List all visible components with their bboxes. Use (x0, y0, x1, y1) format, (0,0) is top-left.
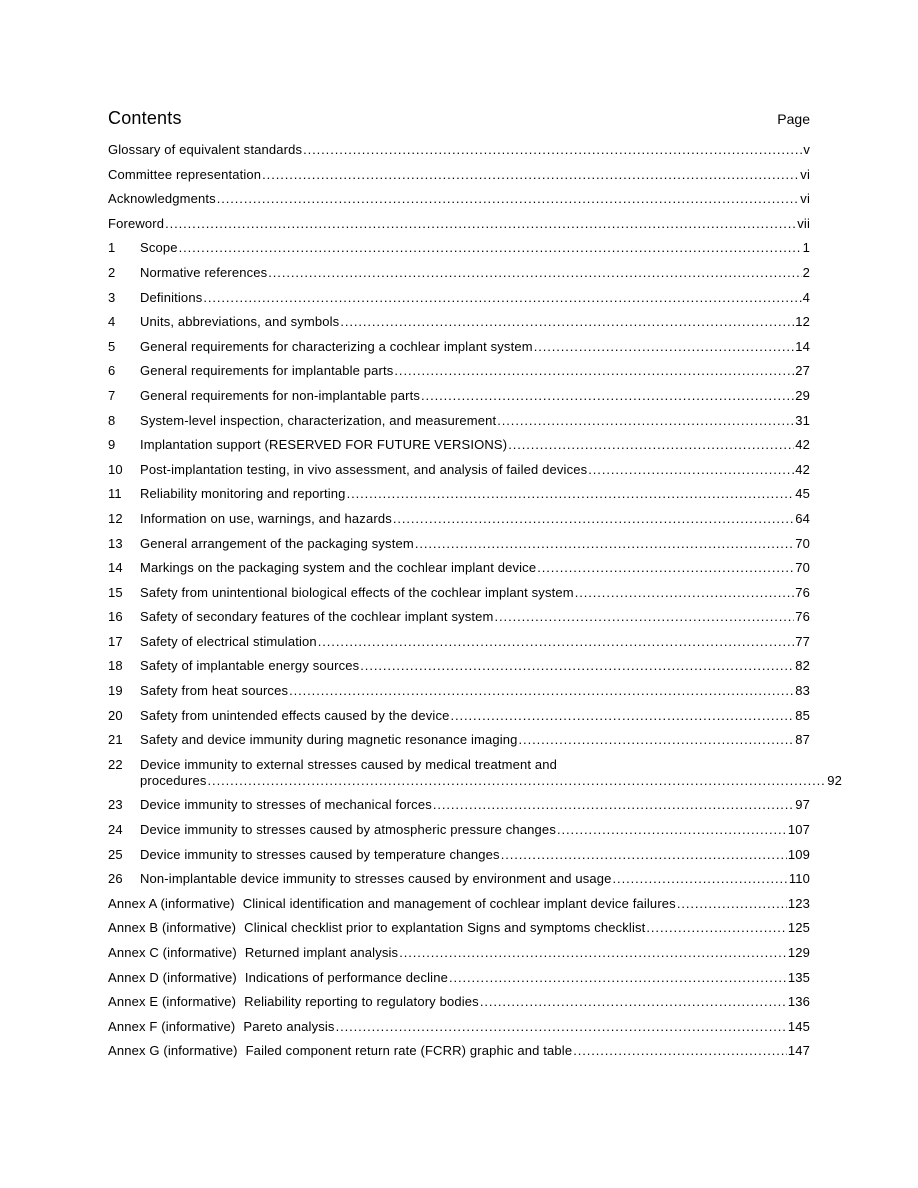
toc-page-number: 14 (795, 338, 810, 354)
table-of-contents (108, 142, 842, 1059)
annex-prefix: Annex A (informative) (108, 895, 235, 911)
toc-page-number: 92 (827, 772, 842, 788)
leader-dots (421, 388, 794, 404)
toc-label: Safety from unintended effects caused by the device (140, 707, 450, 723)
toc-label: Information on use, warnings, and hazards (140, 510, 392, 526)
toc-entry[interactable] (108, 847, 810, 863)
leader-dots (340, 314, 794, 330)
leader-dots (262, 167, 799, 183)
toc-page-number: 12 (795, 314, 810, 330)
toc-entry[interactable] (108, 167, 810, 183)
toc-page-number: 29 (795, 387, 810, 403)
toc-label: Committee representation (108, 166, 262, 182)
section-number: 25 (108, 846, 123, 862)
leader-dots (336, 1019, 787, 1035)
toc-label: General requirements for non-implantable parts (140, 387, 421, 403)
toc-entry-annex[interactable] (108, 920, 810, 936)
toc-label: Safety of secondary features of the cochlear implant system (140, 609, 494, 625)
section-number: 21 (108, 732, 123, 748)
section-number: 18 (108, 658, 123, 674)
leader-dots (217, 191, 800, 207)
leader-dots (415, 536, 794, 552)
section-number: 2 (108, 264, 116, 280)
section-number: 8 (108, 412, 116, 428)
toc-entry[interactable] (108, 732, 810, 748)
toc-entry[interactable] (108, 437, 810, 453)
toc-page-number: 145 (787, 1018, 810, 1034)
toc-label: Safety of electrical stimulation (140, 633, 317, 649)
toc-entry[interactable] (108, 486, 810, 502)
toc-page-number: vi (800, 166, 810, 182)
toc-label: Returned implant analysis (244, 945, 399, 960)
section-number: 22 (108, 756, 123, 772)
toc-page-number: 42 (795, 461, 810, 477)
toc-entry[interactable] (108, 634, 810, 650)
toc-page-number: 147 (787, 1043, 810, 1059)
toc-entry[interactable] (108, 585, 810, 601)
toc-entry[interactable] (108, 339, 810, 355)
leader-dots (433, 797, 794, 813)
leader-dots (303, 142, 802, 158)
page-column-label: Page (777, 111, 810, 127)
toc-entry[interactable] (108, 363, 810, 379)
toc-label: Units, abbreviations, and symbols (140, 314, 340, 330)
section-number: 12 (108, 510, 123, 526)
section-number: 13 (108, 535, 123, 551)
toc-entry-annex[interactable] (108, 1043, 810, 1059)
toc-entry[interactable] (108, 536, 810, 552)
toc-page-number: 27 (795, 363, 810, 379)
toc-label: Safety from unintentional biological effects of the cochlear implant system (140, 584, 574, 600)
section-number: 5 (108, 338, 116, 354)
section-number: 17 (108, 633, 123, 649)
toc-label: Definitions (140, 289, 203, 305)
toc-entry-annex[interactable] (108, 994, 810, 1010)
toc-entry[interactable] (108, 683, 810, 699)
toc-entry[interactable] (108, 609, 810, 625)
toc-page-number: 77 (795, 633, 810, 649)
leader-dots (449, 970, 787, 986)
leader-dots (537, 560, 794, 576)
toc-page-number: 31 (795, 412, 810, 428)
toc-label: Safety and device immunity during magnetic resonance imaging (140, 732, 518, 748)
toc-page-number: 4 (802, 289, 810, 305)
toc-page-number: 2 (802, 264, 810, 280)
leader-dots (573, 1043, 787, 1059)
toc-entry-annex[interactable] (108, 970, 810, 986)
leader-dots (646, 920, 786, 936)
section-number: 24 (108, 822, 123, 838)
contents-header (108, 108, 810, 138)
section-number: 9 (108, 437, 116, 453)
toc-page-number: 1 (802, 240, 810, 256)
toc-page-number: 97 (795, 797, 810, 813)
leader-dots (519, 732, 795, 748)
section-number: 7 (108, 387, 116, 403)
toc-label-line2: procedures (140, 772, 207, 788)
toc-entry[interactable] (108, 708, 810, 724)
annex-prefix: Annex F (informative) (108, 1018, 236, 1034)
toc-entry-annex[interactable] (108, 1019, 810, 1035)
toc-entry[interactable] (108, 142, 810, 158)
toc-page-number: 76 (795, 584, 810, 600)
toc-entry[interactable] (108, 756, 842, 789)
section-number: 23 (108, 797, 123, 813)
section-number: 14 (108, 560, 123, 576)
toc-page-number: vi (800, 191, 810, 207)
toc-label: Scope (140, 240, 178, 256)
leader-dots (575, 585, 795, 601)
section-number: 1 (108, 240, 116, 256)
toc-page-number: 76 (795, 609, 810, 625)
toc-page-number: 129 (787, 945, 810, 960)
leader-dots (203, 290, 801, 306)
annex-prefix: Annex D (informative) (108, 969, 237, 985)
toc-label-line2-row (140, 773, 842, 789)
leader-dots (497, 413, 794, 429)
toc-page-number: 42 (795, 437, 810, 453)
toc-page-number: v (803, 142, 810, 157)
leader-dots (394, 363, 794, 379)
toc-entry[interactable] (108, 314, 810, 330)
leader-dots (495, 609, 795, 625)
toc-page-number: 85 (795, 707, 810, 723)
toc-label: General requirements for characterizing a cochlear implant system (140, 338, 533, 354)
leader-dots (268, 265, 801, 281)
annex-prefix: Annex E (informative) (108, 994, 237, 1010)
leader-dots (677, 896, 787, 912)
toc-label: Reliability monitoring and reporting (140, 486, 346, 502)
section-number: 19 (108, 683, 123, 699)
toc-page-number: 70 (795, 535, 810, 551)
section-number: 3 (108, 289, 116, 305)
section-number: 6 (108, 363, 116, 379)
leader-dots (508, 437, 794, 453)
toc-label: Glossary of equivalent standards (108, 142, 303, 157)
section-number: 11 (108, 486, 122, 502)
toc-page-number: 70 (795, 560, 810, 576)
toc-label-block (140, 757, 842, 789)
toc-label: Device immunity to stresses of mechanical forces (140, 797, 432, 813)
toc-label: Implantation support (RESERVED FOR FUTURE VERSIONS) (140, 437, 508, 453)
toc-entry-annex[interactable] (108, 945, 810, 961)
toc-page-number: 45 (795, 486, 810, 502)
toc-label: Device immunity to stresses caused by atmospheric pressure changes (140, 822, 556, 838)
annex-prefix: Annex G (informative) (108, 1043, 238, 1059)
leader-dots (179, 240, 802, 256)
section-number: 15 (108, 584, 123, 600)
toc-label: Clinical checklist prior to explantation Signs and symptoms checklist (244, 920, 646, 936)
toc-label: Failed component return rate (FCRR) graphic and table (245, 1043, 573, 1059)
toc-label: Clinical identification and management of cochlear implant device failures (242, 895, 676, 911)
toc-entry[interactable] (108, 871, 810, 887)
toc-page-number: 135 (787, 969, 810, 985)
toc-entry[interactable] (108, 462, 810, 478)
leader-dots (318, 634, 794, 650)
toc-label: Safety from heat sources (140, 683, 289, 699)
toc-label: Reliability reporting to regulatory bodies (244, 994, 479, 1010)
leader-dots (534, 339, 795, 355)
toc-page-number: 123 (787, 895, 810, 911)
toc-entry[interactable] (108, 216, 810, 232)
leader-dots (557, 822, 787, 838)
toc-page-number: 110 (788, 871, 810, 887)
toc-entry[interactable] (108, 658, 810, 674)
section-number: 4 (108, 314, 116, 330)
toc-label: Pareto analysis (243, 1018, 335, 1034)
leader-dots (480, 994, 787, 1010)
toc-label: Safety of implantable energy sources (140, 658, 360, 674)
toc-page-number: 87 (795, 732, 810, 748)
toc-page-number: 64 (795, 510, 810, 526)
leader-dots (501, 847, 787, 863)
section-number: 20 (108, 707, 123, 723)
toc-entry[interactable] (108, 560, 810, 576)
section-number: 16 (108, 609, 123, 625)
leader-dots (289, 683, 794, 699)
leader-dots (208, 773, 827, 789)
toc-entry-annex[interactable] (108, 896, 810, 912)
toc-label: Foreword (108, 215, 165, 231)
toc-entry[interactable] (108, 290, 810, 306)
toc-label: Normative references (140, 264, 268, 280)
leader-dots (399, 945, 787, 961)
toc-entry[interactable] (108, 797, 810, 813)
toc-page-number: 107 (787, 822, 810, 838)
toc-entry[interactable] (108, 413, 810, 429)
toc-page-number: 82 (795, 658, 810, 674)
toc-page-number: 136 (787, 994, 810, 1010)
leader-dots (360, 658, 794, 674)
toc-label: Non-implantable device immunity to stresses caused by environment and usage (140, 871, 612, 887)
toc-label-line1: Device immunity to external stresses caused by medical treatment and (140, 756, 557, 772)
section-number: 26 (108, 871, 123, 887)
section-number: 10 (108, 461, 123, 477)
leader-dots (613, 871, 788, 887)
toc-label: Indications of performance decline (244, 969, 448, 985)
annex-prefix: Annex C (informative) (108, 945, 237, 960)
toc-label: System-level inspection, characterization, and measurement (140, 412, 497, 428)
leader-dots (347, 486, 795, 502)
leader-dots (165, 216, 796, 232)
toc-entry[interactable] (108, 511, 810, 527)
leader-dots (451, 708, 795, 724)
toc-page-number: 83 (795, 683, 810, 699)
toc-entry[interactable] (108, 191, 810, 207)
toc-label: Post-implantation testing, in vivo assessment, and analysis of failed devices (140, 461, 588, 477)
toc-entry[interactable] (108, 240, 810, 256)
toc-entry[interactable] (108, 822, 810, 838)
toc-page-number: vii (797, 215, 810, 231)
toc-label: Acknowledgments (108, 191, 216, 207)
toc-page-number: 109 (787, 846, 810, 862)
page-title: Contents (108, 108, 182, 128)
toc-label: Device immunity to stresses caused by temperature changes (140, 846, 500, 862)
leader-dots (588, 462, 794, 478)
toc-entry[interactable] (108, 388, 810, 404)
toc-label: General requirements for implantable parts (140, 363, 394, 379)
toc-label: Markings on the packaging system and the cochlear implant device (140, 560, 537, 576)
annex-prefix: Annex B (informative) (108, 920, 237, 936)
toc-page-number: 125 (787, 920, 810, 936)
leader-dots (393, 511, 794, 527)
toc-entry[interactable] (108, 265, 810, 281)
toc-label: General arrangement of the packaging system (140, 535, 414, 551)
